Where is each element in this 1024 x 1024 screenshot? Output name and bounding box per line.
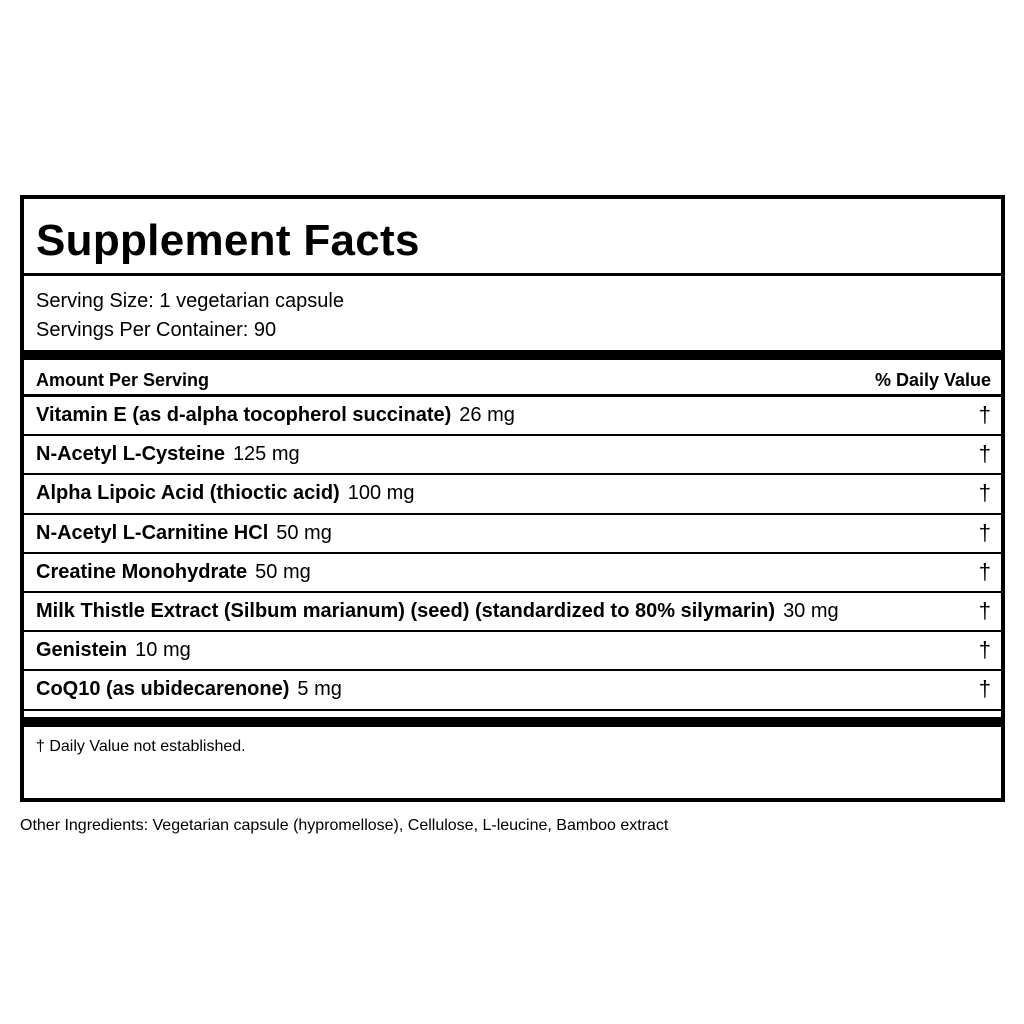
footnote: † Daily Value not established.	[36, 738, 246, 755]
ingredient-name: CoQ10 (as ubidecarenone)	[36, 678, 290, 701]
ingredient-name: Milk Thistle Extract (Silbum marianum) (seed) (standardized to 80% silymarin)	[36, 600, 776, 622]
title-divider	[24, 273, 1001, 276]
ingredient-text	[36, 521, 332, 545]
ingredient-amount: 30 mg	[783, 600, 839, 622]
ingredient-row	[24, 632, 1001, 670]
ingredient-daily-value: †	[978, 519, 991, 545]
ingredient-name: Genistein	[36, 639, 128, 662]
panel-title: Supplement Facts	[36, 216, 420, 265]
ingredient-daily-value: †	[978, 676, 991, 702]
amount-per-serving-label: Amount Per Serving	[36, 370, 210, 390]
ingredient-text	[36, 599, 839, 623]
daily-value-label: % Daily Value	[874, 370, 991, 390]
ingredient-row	[24, 554, 1001, 592]
ingredient-amount: 125 mg	[232, 443, 300, 466]
servings-per-container: Servings Per Container: 90	[36, 319, 277, 341]
ingredient-daily-value: †	[978, 480, 991, 506]
ingredient-name: Creatine Monohydrate	[36, 560, 248, 583]
ingredient-row	[24, 436, 1001, 474]
ingredient-amount: 100 mg	[347, 482, 415, 505]
ingredient-amount: 50 mg	[255, 560, 311, 583]
ingredient-amount: 50 mg	[276, 521, 332, 544]
ingredient-amount: 5 mg	[297, 678, 342, 701]
ingredient-name: Vitamin E (as d-alpha tocopherol succinate)	[36, 404, 452, 426]
ingredient-amount: 26 mg	[459, 404, 515, 426]
ingredient-text	[36, 403, 515, 427]
supplement-facts-panel	[20, 195, 1005, 802]
ingredient-daily-value: †	[978, 637, 991, 663]
ingredient-text	[36, 677, 342, 701]
ingredient-daily-value: †	[978, 558, 991, 584]
ingredient-name: N-Acetyl L-Carnitine HCl	[36, 521, 269, 544]
ingredient-daily-value: †	[978, 402, 991, 427]
ingredient-row	[24, 593, 1001, 631]
ingredient-daily-value: †	[978, 598, 991, 623]
thin-divider-bottom	[24, 709, 1001, 711]
ingredient-row	[24, 475, 1001, 513]
ingredient-text	[36, 638, 191, 662]
ingredient-name: Alpha Lipoic Acid (thioctic acid)	[36, 482, 340, 505]
ingredient-name: N-Acetyl L-Cysteine	[36, 443, 225, 466]
thick-divider-top	[24, 350, 1001, 360]
ingredient-text	[36, 560, 311, 584]
other-ingredients: Other Ingredients: Vegetarian capsule (hypromellose), Cellulose, L-leucine, Bamboo extract	[20, 817, 669, 834]
ingredient-row	[24, 397, 1001, 435]
ingredient-amount: 10 mg	[135, 639, 191, 662]
ingredient-row	[24, 515, 1001, 553]
thick-divider-bottom	[24, 717, 1001, 727]
ingredient-daily-value: †	[978, 441, 991, 467]
ingredient-row	[24, 671, 1001, 709]
serving-size: Serving Size: 1 vegetarian capsule	[36, 290, 344, 312]
ingredient-text	[36, 481, 414, 505]
ingredient-text	[36, 442, 300, 466]
